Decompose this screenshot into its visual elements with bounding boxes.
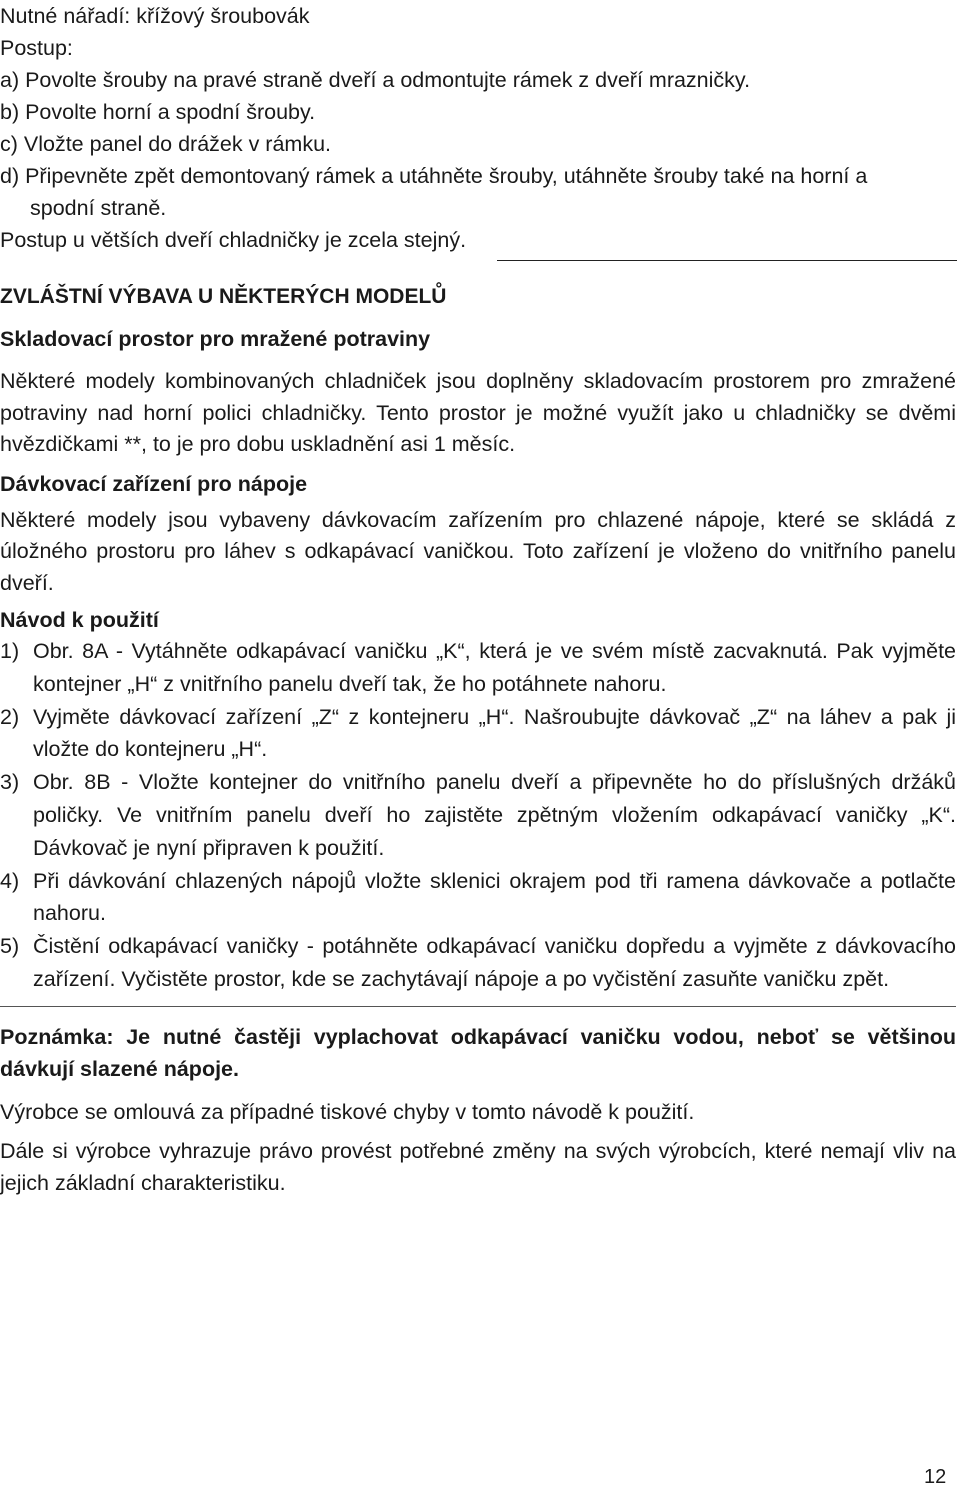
section-divider — [497, 260, 957, 261]
disclaimer-changes: Dále si výrobce vyhrazuje právo provést potřebné změny na svých výrobcích, které nemají vliv na jejich základní charakteristiku. — [0, 1139, 956, 1195]
dispenser-heading: Dávkovací zařízení pro nápoje — [0, 471, 308, 496]
step-text: Obr. 8A - Vytáhněte odkapávací vaničku „K“, která je ve svém místě zacvaknutá. Pak vyjměte kontejner „H“ z vnitřního panelu dveří tak, že ho potáhnete nahoru. — [33, 639, 956, 696]
list-item — [0, 635, 956, 701]
special-equipment-section — [0, 282, 956, 1199]
list-item — [0, 865, 956, 931]
step-b: b) Povolte horní a spodní šrouby. — [0, 100, 316, 124]
step-text: Čistění odkapávací vaničky - potáhněte odkapávací vaničku dopředu a vyjměte z dávkovacího zařízení. Vyčistěte prostor, kde se zachytávají nápoje a po vyčistění zasuňte vaničku zpět. — [33, 934, 956, 991]
note-paragraph: Poznámka: Je nutné častěji vyplachovat odkapávací vaničku vodou, neboť se většinou dávkují slazené nápoje. — [0, 1024, 956, 1081]
disclaimer-errors: Výrobce se omlouvá za případné tiskové chyby v tomto návodě k použití. — [0, 1099, 695, 1124]
dispenser-paragraph: Některé modely jsou vybaveny dávkovacím zařízením pro chlazené nápoje, které se skládá z úložného prostoru pro láhev s odkapávací vaničkou. Toto zařízení je vloženo do vnitřního panelu dveří. — [0, 507, 956, 595]
list-item — [0, 701, 956, 767]
list-item — [0, 766, 956, 864]
procedure-label: Postup: — [0, 36, 73, 60]
list-item — [0, 930, 956, 996]
instruction-steps — [0, 635, 956, 996]
section-title: ZVLÁŠTNÍ VÝBAVA U NĚKTERÝCH MODELŮ — [0, 285, 447, 308]
step-text: Při dávkování chlazených nápojů vložte sklenici okrajem pod tři ramena dávkovače a potlačte nahoru. — [33, 868, 956, 926]
step-text: Vyjměte dávkovací zařízení „Z“ z kontejneru „H“. Našroubujte dávkovač „Z“ na láhev a pak ji vložte do kontejneru „H“. — [33, 704, 956, 762]
storage-paragraph: Některé modely kombinovaných chladniček jsou doplněny skladovacím prostorem pro zmražené potraviny nad horní polici chladničky. Tento prostor je možné využít jako u chladničky se dvěmi hvězdičkami **, to je pro dobu uskladnění asi 1 měsíc. — [0, 369, 956, 456]
step-a: a) Povolte šrouby na pravé straně dveří a odmontujte rámek z dveří mrazničky. — [0, 68, 751, 92]
procedure-note: Postup u větších dveří chladničky je zcela stejný. — [0, 228, 467, 252]
note-divider — [0, 1006, 956, 1007]
tools-line: Nutné nářadí: křížový šroubovák — [0, 4, 310, 28]
step-number: 2) — [0, 704, 20, 729]
step-d: d) Připevněte zpět demontovaný rámek a utáhněte šrouby, utáhněte šrouby také na horní a — [0, 164, 868, 188]
step-c: c) Vložte panel do drážek v rámku. — [0, 132, 332, 156]
step-number: 5) — [0, 934, 20, 959]
step-number: 3) — [0, 770, 20, 795]
top-instructions — [0, 0, 960, 256]
step-d-continuation: spodní straně. — [30, 196, 167, 220]
step-text: Obr. 8B - Vložte kontejner do vnitřního panelu dveří a připevněte ho do příslušných držáků poličky. Ve vnitřním panelu dveří ho zajistěte zpětným vložením odkapávací vaničky „K“. Dávkovač je nyní připraven k použití. — [33, 770, 956, 860]
page-number: 12 — [924, 1466, 947, 1488]
step-number: 1) — [0, 639, 20, 663]
instructions-heading: Návod k použití — [0, 608, 159, 632]
step-number: 4) — [0, 868, 20, 893]
storage-subtitle: Skladovací prostor pro mražené potraviny — [0, 327, 431, 351]
